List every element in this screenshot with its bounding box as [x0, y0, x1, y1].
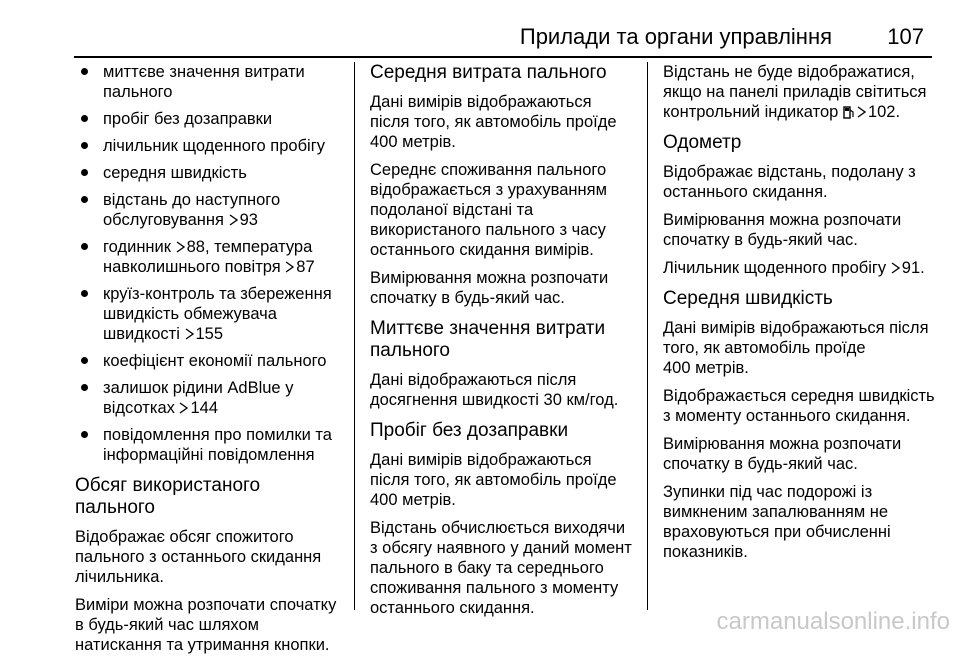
- column-2: [370, 62, 635, 626]
- reference-arrow-icon: [229, 214, 238, 226]
- list-item: коефіцієнт економії пального: [75, 351, 340, 371]
- paragraph: Лічильник щоденного пробігу 91.: [663, 259, 925, 277]
- paragraph: Дані вимірів відображаються після того, як автомобіль проїде 400 метрів.: [370, 451, 617, 509]
- paragraph: Відстань не буде відображатися, якщо на панелі приладів світиться контрольний індикатор 102.: [663, 63, 927, 121]
- page-header: [0, 0, 960, 58]
- bullet-icon: [81, 169, 88, 176]
- list-item: лічильник щоденного пробігу: [75, 136, 340, 156]
- reference-arrow-icon: [285, 261, 294, 273]
- section-heading: Миттєве значення витрати пального: [370, 318, 606, 361]
- bullet-icon: [81, 431, 88, 438]
- list-item: повідомлення про помилки та інформаційні повідомлення: [75, 425, 340, 465]
- bullet-icon: [81, 142, 88, 149]
- list-item: відстань до наступного обслуговування 93: [75, 190, 340, 230]
- page-reference[interactable]: 87: [285, 258, 314, 276]
- column-3: [663, 62, 938, 570]
- watermark: carmanualsonline.info: [716, 608, 950, 635]
- bullet-icon: [81, 384, 88, 391]
- paragraph: Дані вимірів відображаються після того, як автомобіль проїде 400 метрів.: [663, 319, 929, 377]
- page-reference[interactable]: 93: [229, 211, 258, 229]
- feature-list: [75, 62, 340, 465]
- header-rule: [74, 56, 932, 58]
- paragraph: Вимірювання можна розпочати спочатку в будь-який час.: [370, 269, 609, 307]
- list-item: середня швидкість: [75, 163, 340, 183]
- section-heading: Середня швидкість: [663, 288, 833, 309]
- paragraph: Дані відображаються після досягнення швидкості 30 км/год.: [370, 371, 619, 409]
- list-item: годинник 88, температура навколишнього повітря 87: [75, 237, 340, 277]
- column-1: [75, 62, 340, 663]
- list-item: залишок рідини AdBlue у відсотках 144: [75, 378, 340, 418]
- bullet-icon: [81, 357, 88, 364]
- paragraph: Зупинки під час подорожі із вимкненим запалюванням не враховуються при обчисленні показників.: [663, 483, 891, 561]
- bullet-icon: [81, 115, 88, 122]
- column-divider-1: [354, 62, 355, 610]
- paragraph: Середнє споживання пального відображається з урахуванням подоланої відстані та використаного пального з часу останнього скидання вимірів.: [370, 161, 607, 259]
- reference-arrow-icon: [857, 106, 866, 118]
- section-heading: Середня витрата пального: [370, 62, 607, 83]
- section-heading: Обсяг використаного пального: [75, 475, 261, 518]
- paragraph: Виміри можна розпочати спочатку в будь-який час шляхом натискання та утримання кнопки.: [75, 596, 337, 654]
- page-reference[interactable]: 88: [176, 238, 205, 256]
- list-item: круїз-контроль та збереження швидкість обмежувача швидкості 155: [75, 284, 340, 344]
- fuel-warning-indicator-icon: [843, 105, 855, 119]
- column-divider-2: [647, 62, 648, 610]
- list-item: пробіг без дозаправки: [75, 109, 340, 129]
- reference-arrow-icon: [891, 262, 900, 274]
- paragraph: Вимірювання можна розпочати спочатку в будь-який час.: [663, 435, 902, 473]
- paragraph: Відображає відстань, подолану з останнього скидання.: [663, 163, 916, 201]
- page-reference[interactable]: 155: [185, 325, 224, 343]
- reference-arrow-icon: [179, 402, 188, 414]
- page-reference[interactable]: 102.: [843, 103, 900, 121]
- paragraph: Відстань обчислюється виходячи з обсягу наявного у даний момент пального в баку та середнього споживання пального з моменту останнього скидання.: [370, 519, 632, 617]
- section-heading: Одометр: [663, 132, 742, 153]
- page-title: Прилади та органи управління: [519, 24, 832, 49]
- page-number: 107: [887, 24, 924, 49]
- bullet-icon: [81, 243, 88, 250]
- page-reference[interactable]: 144: [179, 399, 218, 417]
- bullet-icon: [81, 68, 88, 75]
- paragraph: Відображається середня швидкість з моменту останнього скидання.: [663, 387, 935, 425]
- reference-arrow-icon: [185, 328, 194, 340]
- paragraph: Вимірювання можна розпочати спочатку в будь-який час.: [663, 211, 902, 249]
- paragraph: Дані вимірів відображаються після того, як автомобіль проїде 400 метрів.: [370, 93, 617, 151]
- section-heading: Пробіг без дозаправки: [370, 420, 569, 441]
- list-item: миттєве значення витрати пального: [75, 62, 340, 102]
- paragraph: Відображає обсяг спожитого пального з останнього скидання лічильника.: [75, 528, 322, 586]
- reference-arrow-icon: [176, 241, 185, 253]
- page-reference[interactable]: 91.: [891, 259, 925, 277]
- bullet-icon: [81, 290, 88, 297]
- bullet-icon: [81, 196, 88, 203]
